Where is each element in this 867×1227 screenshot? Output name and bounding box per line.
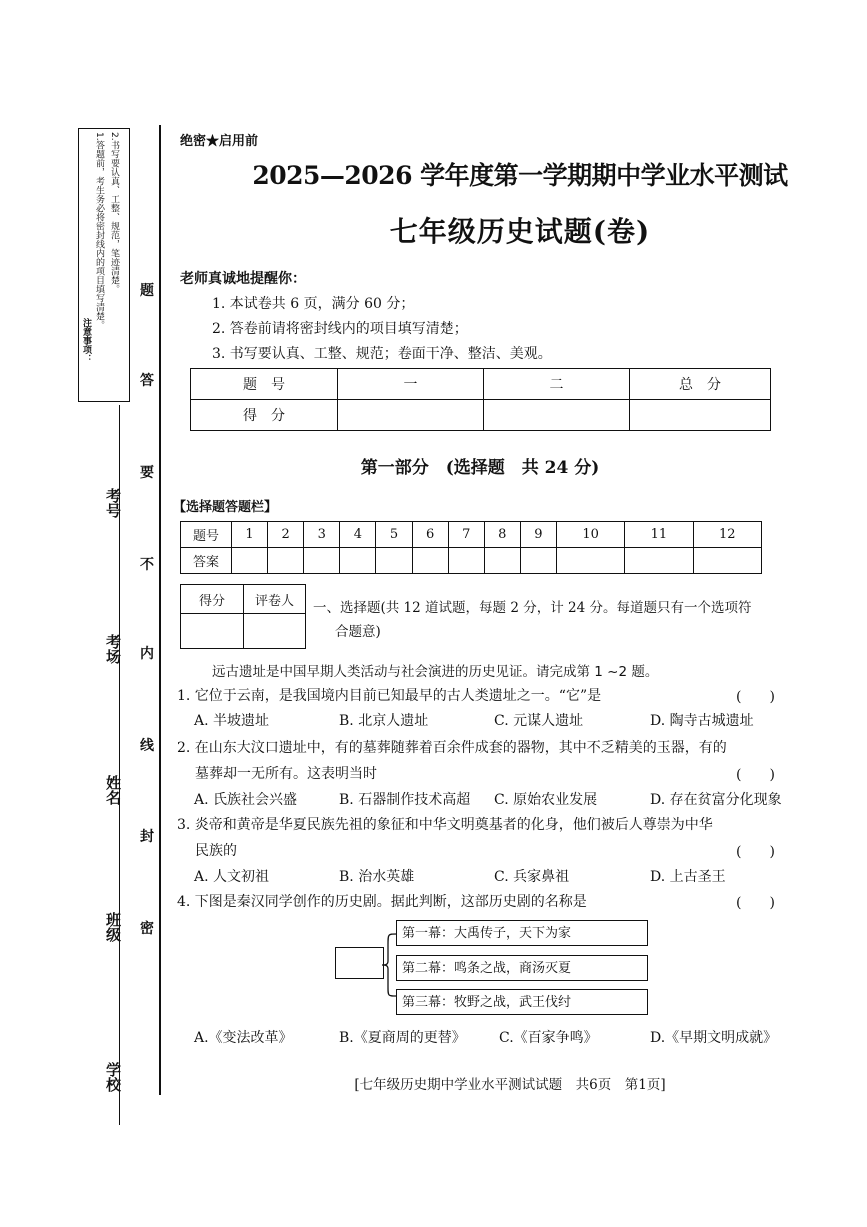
option-d[interactable]: D.《早期文明成就》: [650, 1030, 778, 1046]
option-b[interactable]: B.《夏商周的更替》: [339, 1030, 466, 1046]
answer-cell[interactable]: [376, 548, 412, 574]
score-table: [190, 368, 771, 431]
option-b[interactable]: B. 治水英雄: [339, 869, 415, 885]
seal-char: 内: [140, 646, 154, 662]
seal-char: 要: [140, 465, 154, 481]
reminder-item: 2. 答卷前请将密封线内的项目填写清楚；: [212, 321, 468, 337]
grader-box: [180, 584, 306, 649]
score-cell[interactable]: [484, 400, 630, 431]
exam-title: 2025—2026 学年度第一学期期中学业水平测试: [252, 161, 788, 190]
answer-num-label: 题号: [181, 522, 232, 548]
question-2-stem-cont: 墓葬却一无所有。这表明当时: [195, 766, 377, 782]
answer-cell[interactable]: [625, 548, 693, 574]
question-2-paren[interactable]: ( ): [736, 767, 775, 783]
question-3-paren[interactable]: ( ): [736, 844, 775, 860]
answer-num: 1: [232, 522, 268, 548]
answer-cell[interactable]: [520, 548, 556, 574]
answer-cell[interactable]: [340, 548, 376, 574]
seal-char: 不: [140, 557, 154, 573]
reminder-title: 老师真诚地提醒你：: [180, 271, 306, 287]
answer-ans-label: 答案: [181, 548, 232, 574]
question-1-stem: 1. 它位于云南，是我国境内目前已知最早的古人类遗址之一。“它”是: [177, 688, 602, 704]
answer-cell[interactable]: [412, 548, 448, 574]
question-4-paren[interactable]: ( ): [736, 895, 775, 911]
answer-num: 10: [556, 522, 624, 548]
score-cell[interactable]: [630, 400, 771, 431]
score-header: 一: [338, 369, 484, 400]
answer-bar-title: 【选择题答题栏】: [173, 500, 278, 515]
score-header: 题 号: [191, 369, 338, 400]
answer-cell[interactable]: [232, 548, 268, 574]
question-3-stem-cont: 民族的: [195, 843, 237, 859]
drama-blank-box: [335, 947, 384, 979]
question-2-stem: 2. 在山东大汶口遗址中，有的墓葬随葬着百余件成套的器物，其中不乏精美的玉器，有的: [177, 740, 727, 756]
drama-act-1: 第一幕：大禹传子，天下为家: [396, 920, 648, 946]
reminder-item: 1. 本试卷共 6 页，满分 60 分；: [212, 296, 415, 312]
option-d[interactable]: D. 存在贫富分化现象: [650, 792, 782, 808]
answer-num: 8: [484, 522, 520, 548]
answer-cell[interactable]: [556, 548, 624, 574]
notice-text-2: 2.书写要认真、工整、规范，笔迹清楚。: [109, 132, 119, 294]
option-b[interactable]: B. 北京人遗址: [339, 713, 429, 729]
seal-line: [159, 125, 161, 1095]
option-a[interactable]: A. 人文初祖: [194, 869, 270, 885]
notice-text-1: 1.答题前，考生务必将密封线内的项目填写清楚。: [94, 132, 104, 330]
seal-char: 密: [140, 921, 154, 937]
field-exam-number: 考号: [104, 488, 122, 518]
grader-reviewer-label: 评卷人: [244, 585, 306, 614]
section-title-cont: 合题意): [335, 624, 381, 640]
option-c[interactable]: C. 元谋人遗址: [494, 713, 584, 729]
answer-num: 4: [340, 522, 376, 548]
answer-num: 6: [412, 522, 448, 548]
answer-num: 12: [693, 522, 761, 548]
answer-cell[interactable]: [484, 548, 520, 574]
option-d[interactable]: D. 上古圣王: [650, 869, 726, 885]
answer-num: 9: [520, 522, 556, 548]
option-c[interactable]: C. 兵家鼻祖: [494, 869, 570, 885]
drama-act-2: 第二幕：鸣条之战，商汤灭夏: [396, 955, 648, 981]
grader-score-label: 得分: [181, 585, 244, 614]
answer-cell[interactable]: [304, 548, 340, 574]
answer-cell[interactable]: [693, 548, 761, 574]
reminder-item: 3. 书写要认真、工整、规范；卷面干净、整洁、美观。: [212, 346, 552, 362]
page-footer: [七年级历史期中学业水平测试试题 共6页 第1页]: [354, 1077, 666, 1093]
answer-num: 11: [625, 522, 693, 548]
answer-bar-table: [180, 521, 762, 574]
question-4-stem: 4. 下图是秦汉同学创作的历史剧。据此判断，这部历史剧的名称是: [177, 894, 587, 910]
option-d[interactable]: D. 陶寺古城遗址: [650, 713, 754, 729]
field-exam-room: 考场: [104, 634, 122, 664]
option-b[interactable]: B. 石器制作技术高超: [339, 792, 471, 808]
field-school: 学校: [104, 1062, 122, 1092]
field-name: 姓名: [104, 775, 122, 805]
seal-char: 题: [140, 283, 154, 299]
seal-char: 线: [140, 738, 154, 754]
question-3-stem: 3. 炎帝和黄帝是华夏民族先祖的象征和中华文明奠基者的化身，他们被后人尊崇为中华: [177, 817, 713, 833]
secret-label: 绝密★启用前: [180, 134, 259, 149]
answer-cell[interactable]: [448, 548, 484, 574]
score-header: 总 分: [630, 369, 771, 400]
answer-num: 3: [304, 522, 340, 548]
answer-num: 5: [376, 522, 412, 548]
score-header: 二: [484, 369, 630, 400]
option-a[interactable]: A. 氏族社会兴盛: [194, 792, 298, 808]
exam-subtitle: 七年级历史试题(卷): [389, 215, 651, 248]
drama-act-3: 第三幕：牧野之战，武王伐纣: [396, 989, 648, 1015]
seal-char: 答: [140, 373, 154, 389]
section-title: 一、选择题(共 12 道试题，每题 2 分，计 24 分。每道题只有一个选项符: [313, 600, 752, 616]
option-a[interactable]: A. 半坡遗址: [194, 713, 270, 729]
answer-cell[interactable]: [268, 548, 304, 574]
question-intro: 远古遗址是中国早期人类活动与社会演进的历史见证。请完成第 1 ~2 题。: [212, 664, 659, 680]
grader-score-cell[interactable]: [181, 614, 244, 649]
option-c[interactable]: C. 原始农业发展: [494, 792, 598, 808]
notice-title: 注意事项：: [81, 318, 91, 363]
grader-reviewer-cell[interactable]: [244, 614, 306, 649]
option-c[interactable]: C.《百家争鸣》: [499, 1030, 598, 1046]
field-class: 班级: [104, 912, 122, 942]
option-a[interactable]: A.《变法改革》: [194, 1030, 293, 1046]
score-cell[interactable]: [338, 400, 484, 431]
answer-num: 2: [268, 522, 304, 548]
seal-char: 封: [140, 829, 154, 845]
part-title: 第一部分 (选择题 共 24 分): [360, 458, 600, 478]
answer-num: 7: [448, 522, 484, 548]
score-row-label: 得 分: [191, 400, 338, 431]
question-1-paren[interactable]: ( ): [736, 689, 775, 705]
